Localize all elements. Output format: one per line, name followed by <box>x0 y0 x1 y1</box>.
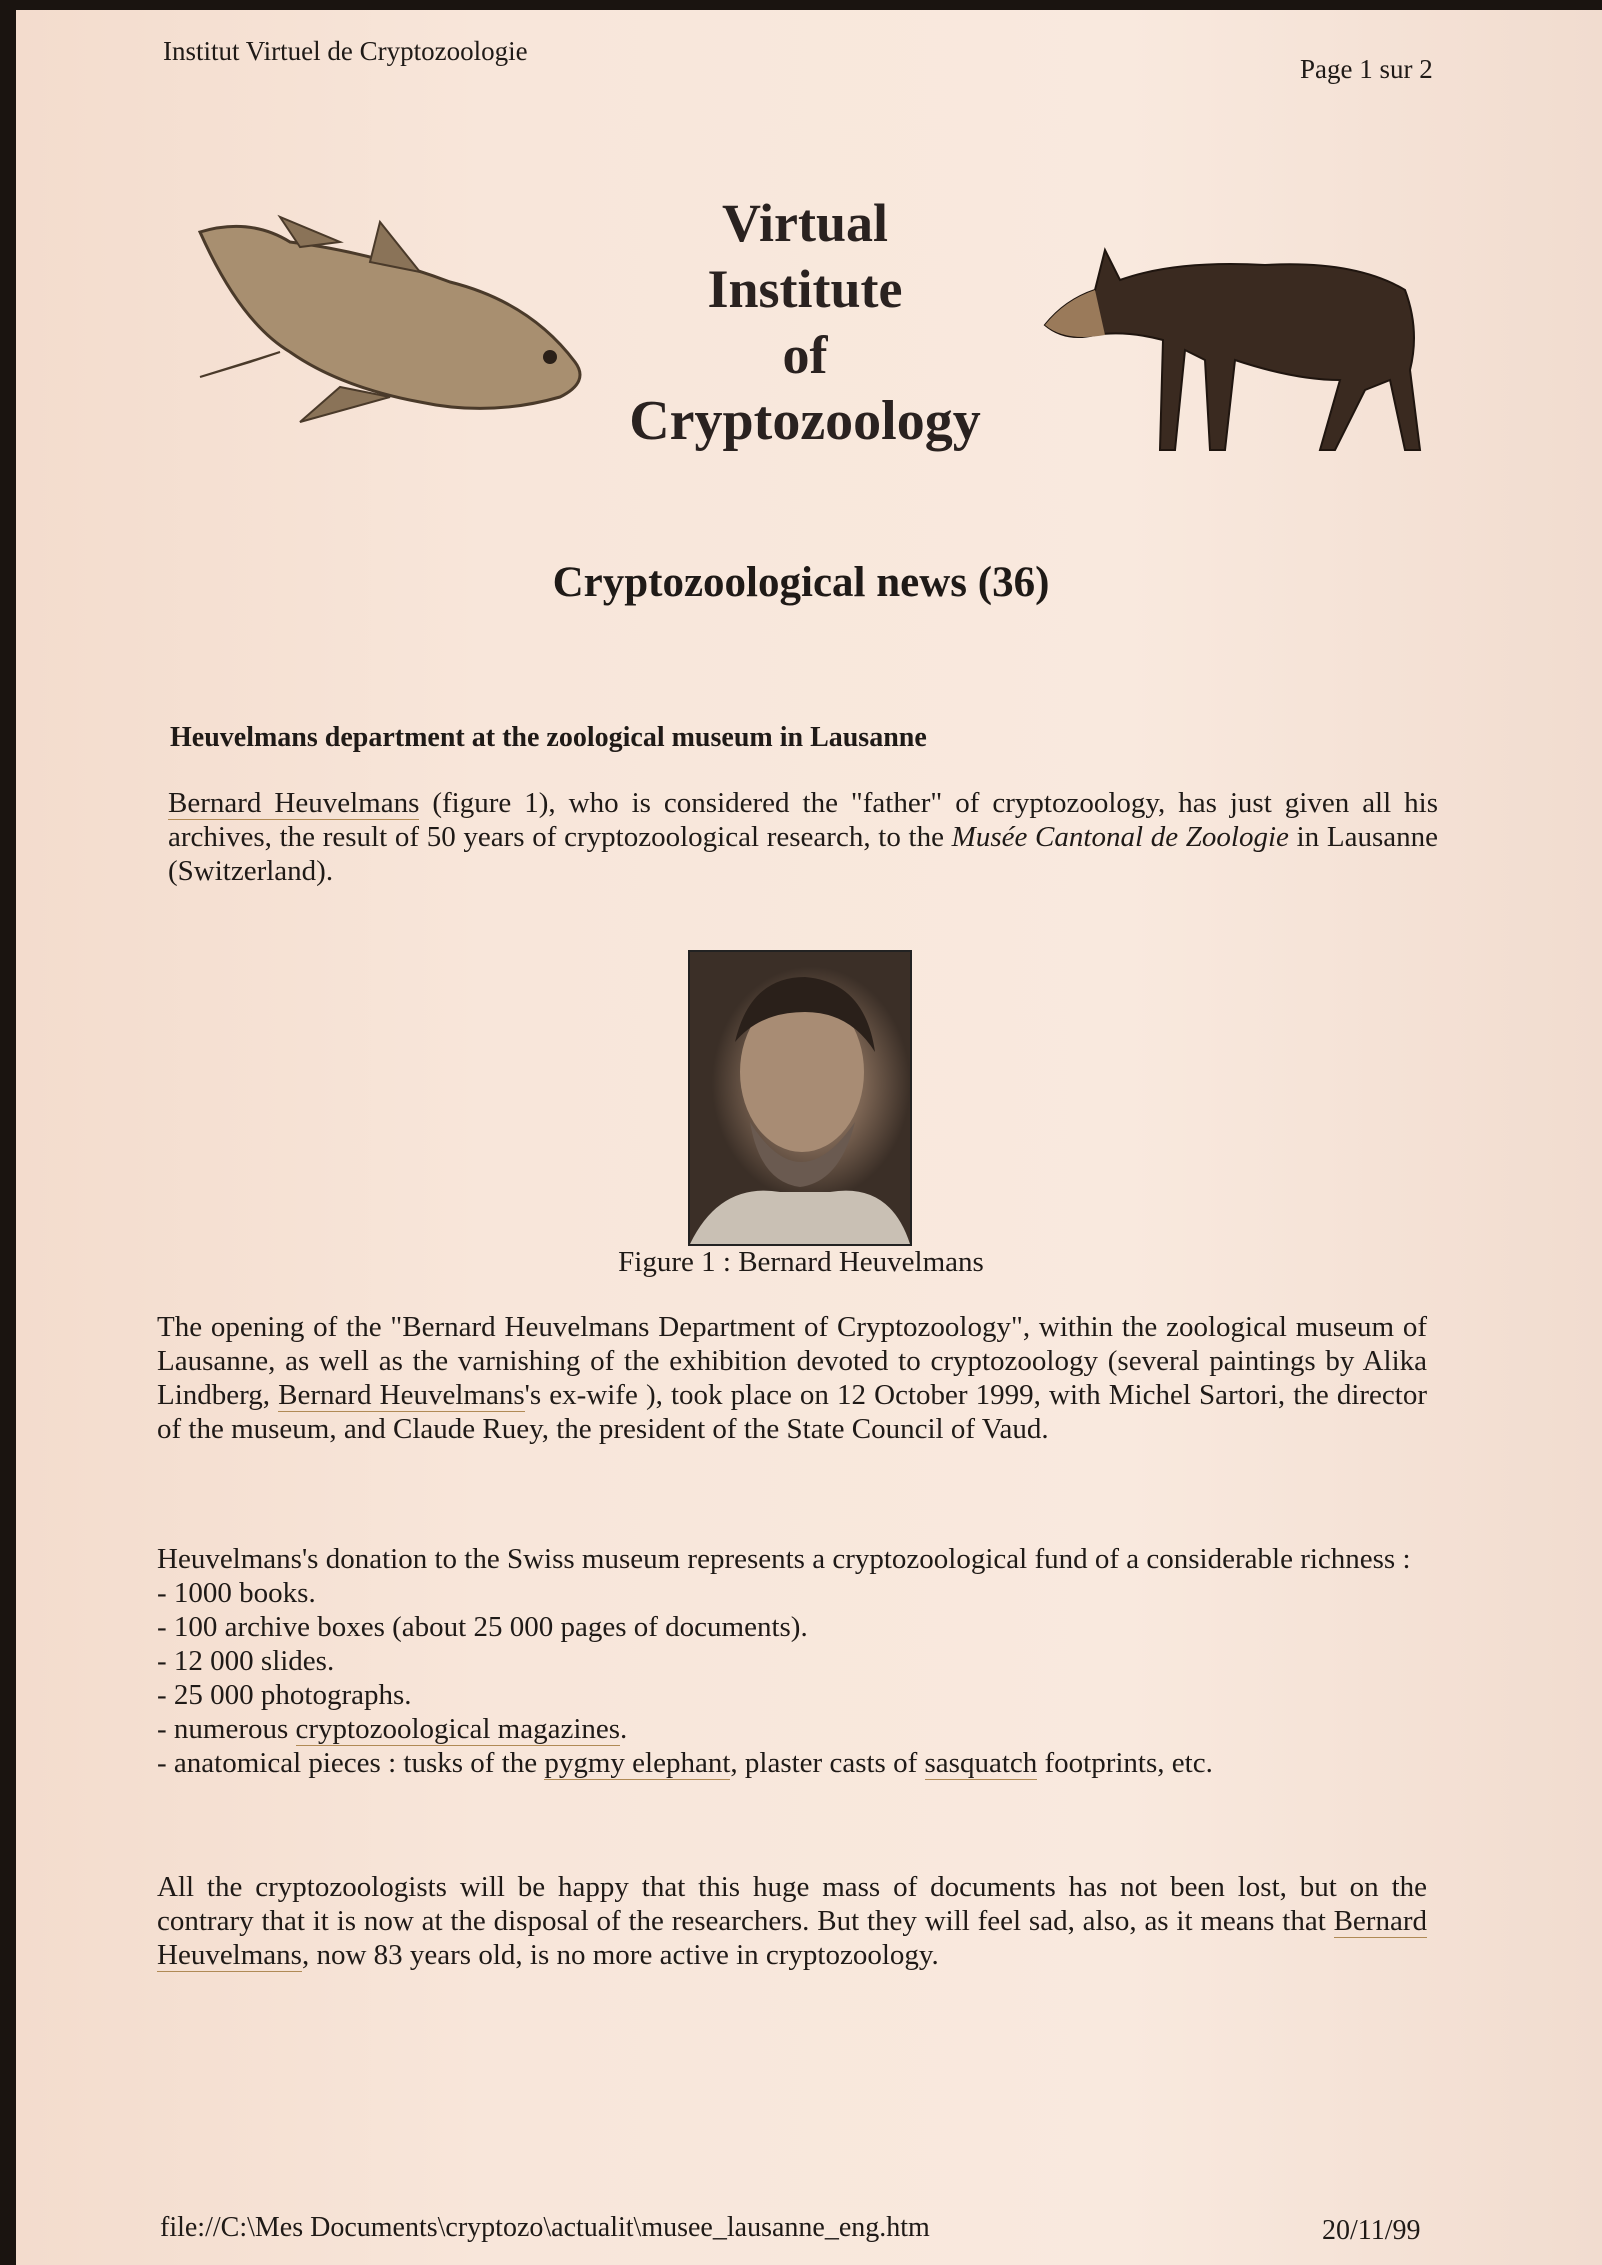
figure-caption: Figure 1 : Bernard Heuvelmans <box>618 1246 984 1278</box>
list-item: - 12 000 slides. <box>157 1645 335 1677</box>
paragraph-conclusion: All the cryptozoologists will be happy that this huge mass of documents has not been lost, but on the contrary that it is now at the disposal of the researchers. But they will feel sad, also, as it means that Bernard Heuvelmans, now 83 years old, is no more active in cryptozoology. <box>157 1871 1427 1971</box>
logo-line: of <box>782 325 828 385</box>
section-heading: Heuvelmans department at the zoological museum in Lausanne <box>170 722 927 753</box>
institute-logo-title <box>560 190 1050 454</box>
list-item: - anatomical pieces : tusks of the pygmy elephant, plaster casts of sasquatch footprints, etc. <box>157 1747 1213 1779</box>
logo-line: Institute <box>707 259 903 319</box>
list-item: - 25 000 photographs. <box>157 1679 412 1711</box>
logo-line: Virtual <box>722 193 888 253</box>
footer-file-path: file://C:\Mes Documents\cryptozo\actualit\musee_lausanne_eng.htm <box>160 2212 930 2243</box>
news-title: Cryptozoological news (36) <box>552 559 1050 606</box>
donation-list <box>157 1576 1427 1780</box>
link-bernard-heuvelmans[interactable]: Bernard Heuvelmans <box>168 787 420 819</box>
coelacanth-illustration <box>190 212 595 427</box>
link-sasquatch[interactable]: sasquatch <box>924 1747 1038 1779</box>
footer-date: 20/11/99 <box>1322 2215 1421 2246</box>
paragraph-intro: Bernard Heuvelmans (figure 1), who is considered the "father" of cryptozoology, has just given all his archives, the result of 50 years of cryptozoological research, to the Musée Cantonal de Zoologie in Lausanne (Switzerland). <box>168 787 1439 887</box>
link-bernard-heuvelmans[interactable]: Bernard Heuvelmans <box>157 1905 1427 1971</box>
heuvelmans-portrait-photo <box>688 950 912 1246</box>
okapi-illustration <box>1035 230 1425 460</box>
list-item: - 100 archive boxes (about 25 000 pages of documents). <box>157 1611 808 1643</box>
link-cryptozoological-magazines[interactable]: cryptozoological magazines <box>295 1713 621 1745</box>
paragraph-donation: Heuvelmans's donation to the Swiss museum represents a cryptozoological fund of a considerable richness : - 1000 books. - 100 archive boxes (about 25 000 pages of documents). - 12 000 slides. - 25 000 photographs. - numerous cryptozoological magazines. - anatomical pieces : tusks of the pygmy elephant, plaster casts of sasquatch footprints, etc. <box>157 1542 1427 1780</box>
link-pygmy-elephant[interactable]: pygmy elephant <box>544 1747 731 1779</box>
paragraph-opening: The opening of the "Bernard Heuvelmans Department of Cryptozoology", within the zoological museum of Lausanne, as well as the varnishing of the exhibition devoted to cryptozoology (several paintings by Alika Lindberg, Bernard Heuvelmans's ex-wife ), took place on 12 October 1999, with Michel Sartori, the director of the museum, and Claude Ruey, the president of the State Council of Vaud. <box>157 1311 1428 1445</box>
header-page-number: Page 1 sur 2 <box>1300 54 1433 84</box>
link-bernard-heuvelmans[interactable]: Bernard Heuvelmans <box>278 1379 525 1411</box>
list-item: - numerous cryptozoological magazines. <box>157 1713 628 1745</box>
logo-line: Cryptozoology <box>629 390 981 452</box>
list-item: - 1000 books. <box>157 1577 316 1609</box>
header-site-name: Institut Virtuel de Cryptozoologie <box>163 36 528 66</box>
